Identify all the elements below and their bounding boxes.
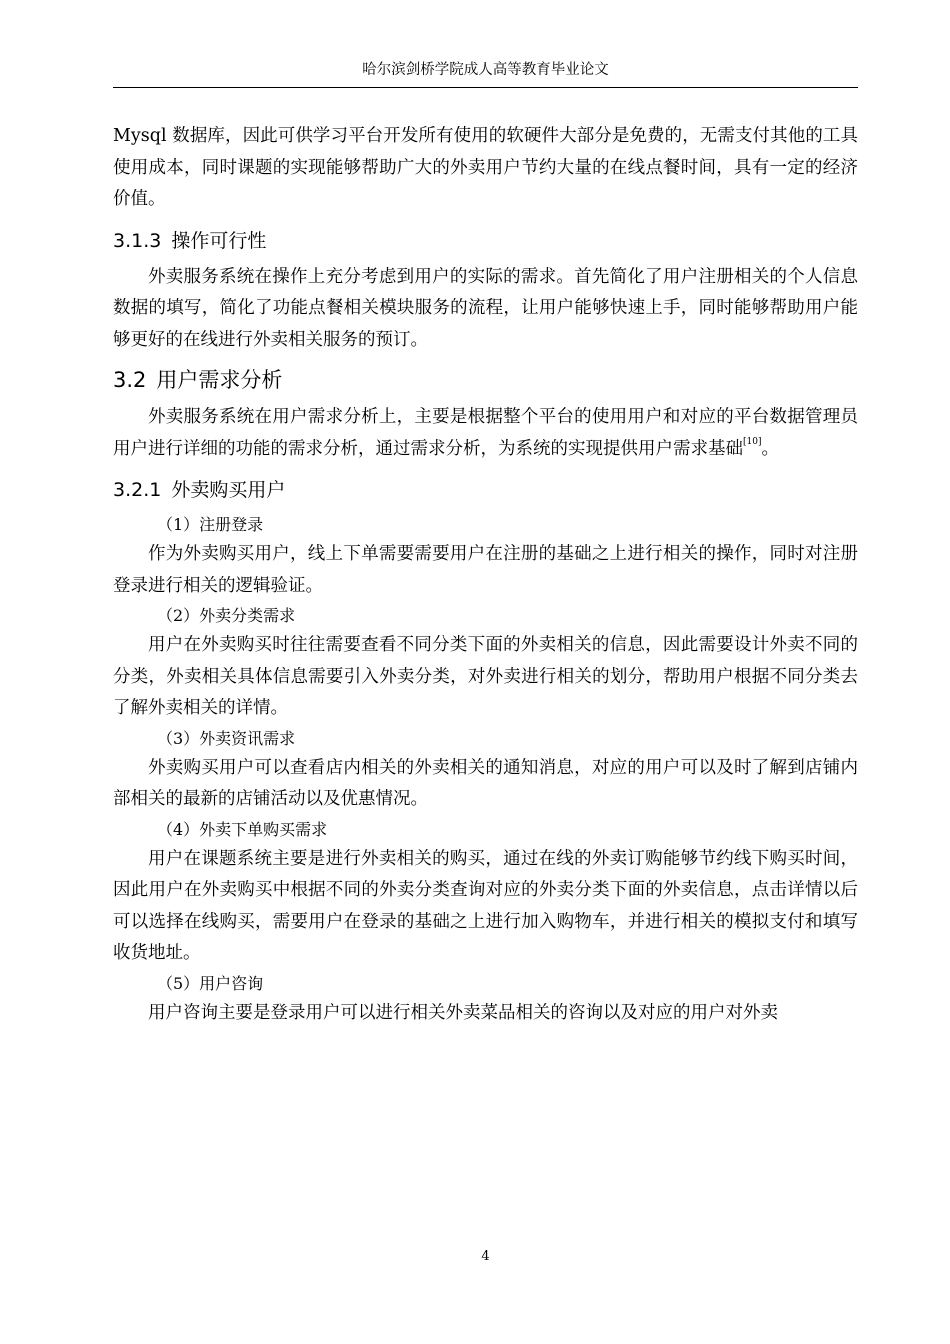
paragraph: Mysql 数据库，因此可供学习平台开发所有使用的软硬件大部分是免费的，无需支付其他的工具使用成本，同时课题的实现能够帮助广大的外卖用户节约大量的在线点餐时间，具有一定的经济价值。 bbox=[113, 126, 858, 209]
list-item-3: （3）外卖资讯需求 bbox=[157, 728, 296, 748]
section-heading-3-2 bbox=[113, 366, 858, 394]
paragraph-with-citation bbox=[113, 402, 858, 465]
section-heading-3-2-1 bbox=[113, 477, 858, 503]
list-item-4: （4）外卖下单购买需求 bbox=[157, 819, 328, 839]
paragraph: 外卖购买用户可以查看店内相关的外卖相关的通知消息，对应的用户可以及时了解到店铺内部相关的最新的店铺活动以及优惠情况。 bbox=[113, 757, 858, 809]
section-number: 3.1.3 bbox=[113, 229, 162, 252]
section-title: 外卖购买用户 bbox=[171, 479, 286, 501]
section-title: 操作可行性 bbox=[171, 229, 267, 252]
list-item-1: （1）注册登录 bbox=[157, 515, 264, 534]
paragraph: 用户咨询主要是登录用户可以进行相关外卖菜品相关的咨询以及对应的用户对外卖 bbox=[148, 1002, 778, 1023]
section-number: 3.2.1 bbox=[113, 479, 162, 501]
paragraph: 外卖服务系统在操作上充分考虑到用户的实际的需求。首先简化了用户注册相关的个人信息数据的填写，简化了功能点餐相关模块服务的流程，让用户能够快速上手，同时能够帮助用户能够更好的在线进行外卖相关服务的预订。 bbox=[113, 266, 858, 350]
page-body bbox=[113, 121, 858, 1029]
section-heading-3-1-3 bbox=[113, 228, 858, 254]
page-number: 4 bbox=[481, 1249, 490, 1264]
paragraph-text: 外卖服务系统在用户需求分析上，主要是根据整个平台的使用用户和对应的平台数据管理员用户进行详细的功能的需求分析，通过需求分析，为系统的实现提供用户需求基础 bbox=[113, 407, 858, 459]
citation: [10] bbox=[743, 436, 762, 447]
list-item-2: （2）外卖分类需求 bbox=[157, 606, 296, 625]
section-number: 3.2 bbox=[113, 368, 147, 392]
header-rule bbox=[113, 87, 858, 88]
page-header: 哈尔滨剑桥学院成人高等教育毕业论文 bbox=[362, 62, 609, 78]
list-item-5: （5）用户咨询 bbox=[157, 973, 264, 993]
paragraph: 作为外卖购买用户，线上下单需要需要用户在注册的基础之上进行相关的操作，同时对注册登录进行相关的逻辑验证。 bbox=[113, 544, 858, 596]
section-title: 用户需求分析 bbox=[156, 368, 283, 392]
paragraph: 用户在课题系统主要是进行外卖相关的购买，通过在线的外卖订购能够节约线下购买时间，因此用户在外卖购买中根据不同的外卖分类查询对应的外卖分类下面的外卖信息，点击详情以后可以选择在线购买，需要用户在登录的基础之上进行加入购物车，并进行相关的模拟支付和填写收货地址。 bbox=[113, 848, 858, 963]
paragraph-end: 。 bbox=[761, 438, 779, 459]
paragraph: 用户在外卖购买时往往需要查看不同分类下面的外卖相关的信息，因此需要设计外卖不同的分类，外卖相关具体信息需要引入外卖分类，对外卖进行相关的划分，帮助用户根据不同分类去了解外卖相关的详情。 bbox=[113, 635, 858, 718]
